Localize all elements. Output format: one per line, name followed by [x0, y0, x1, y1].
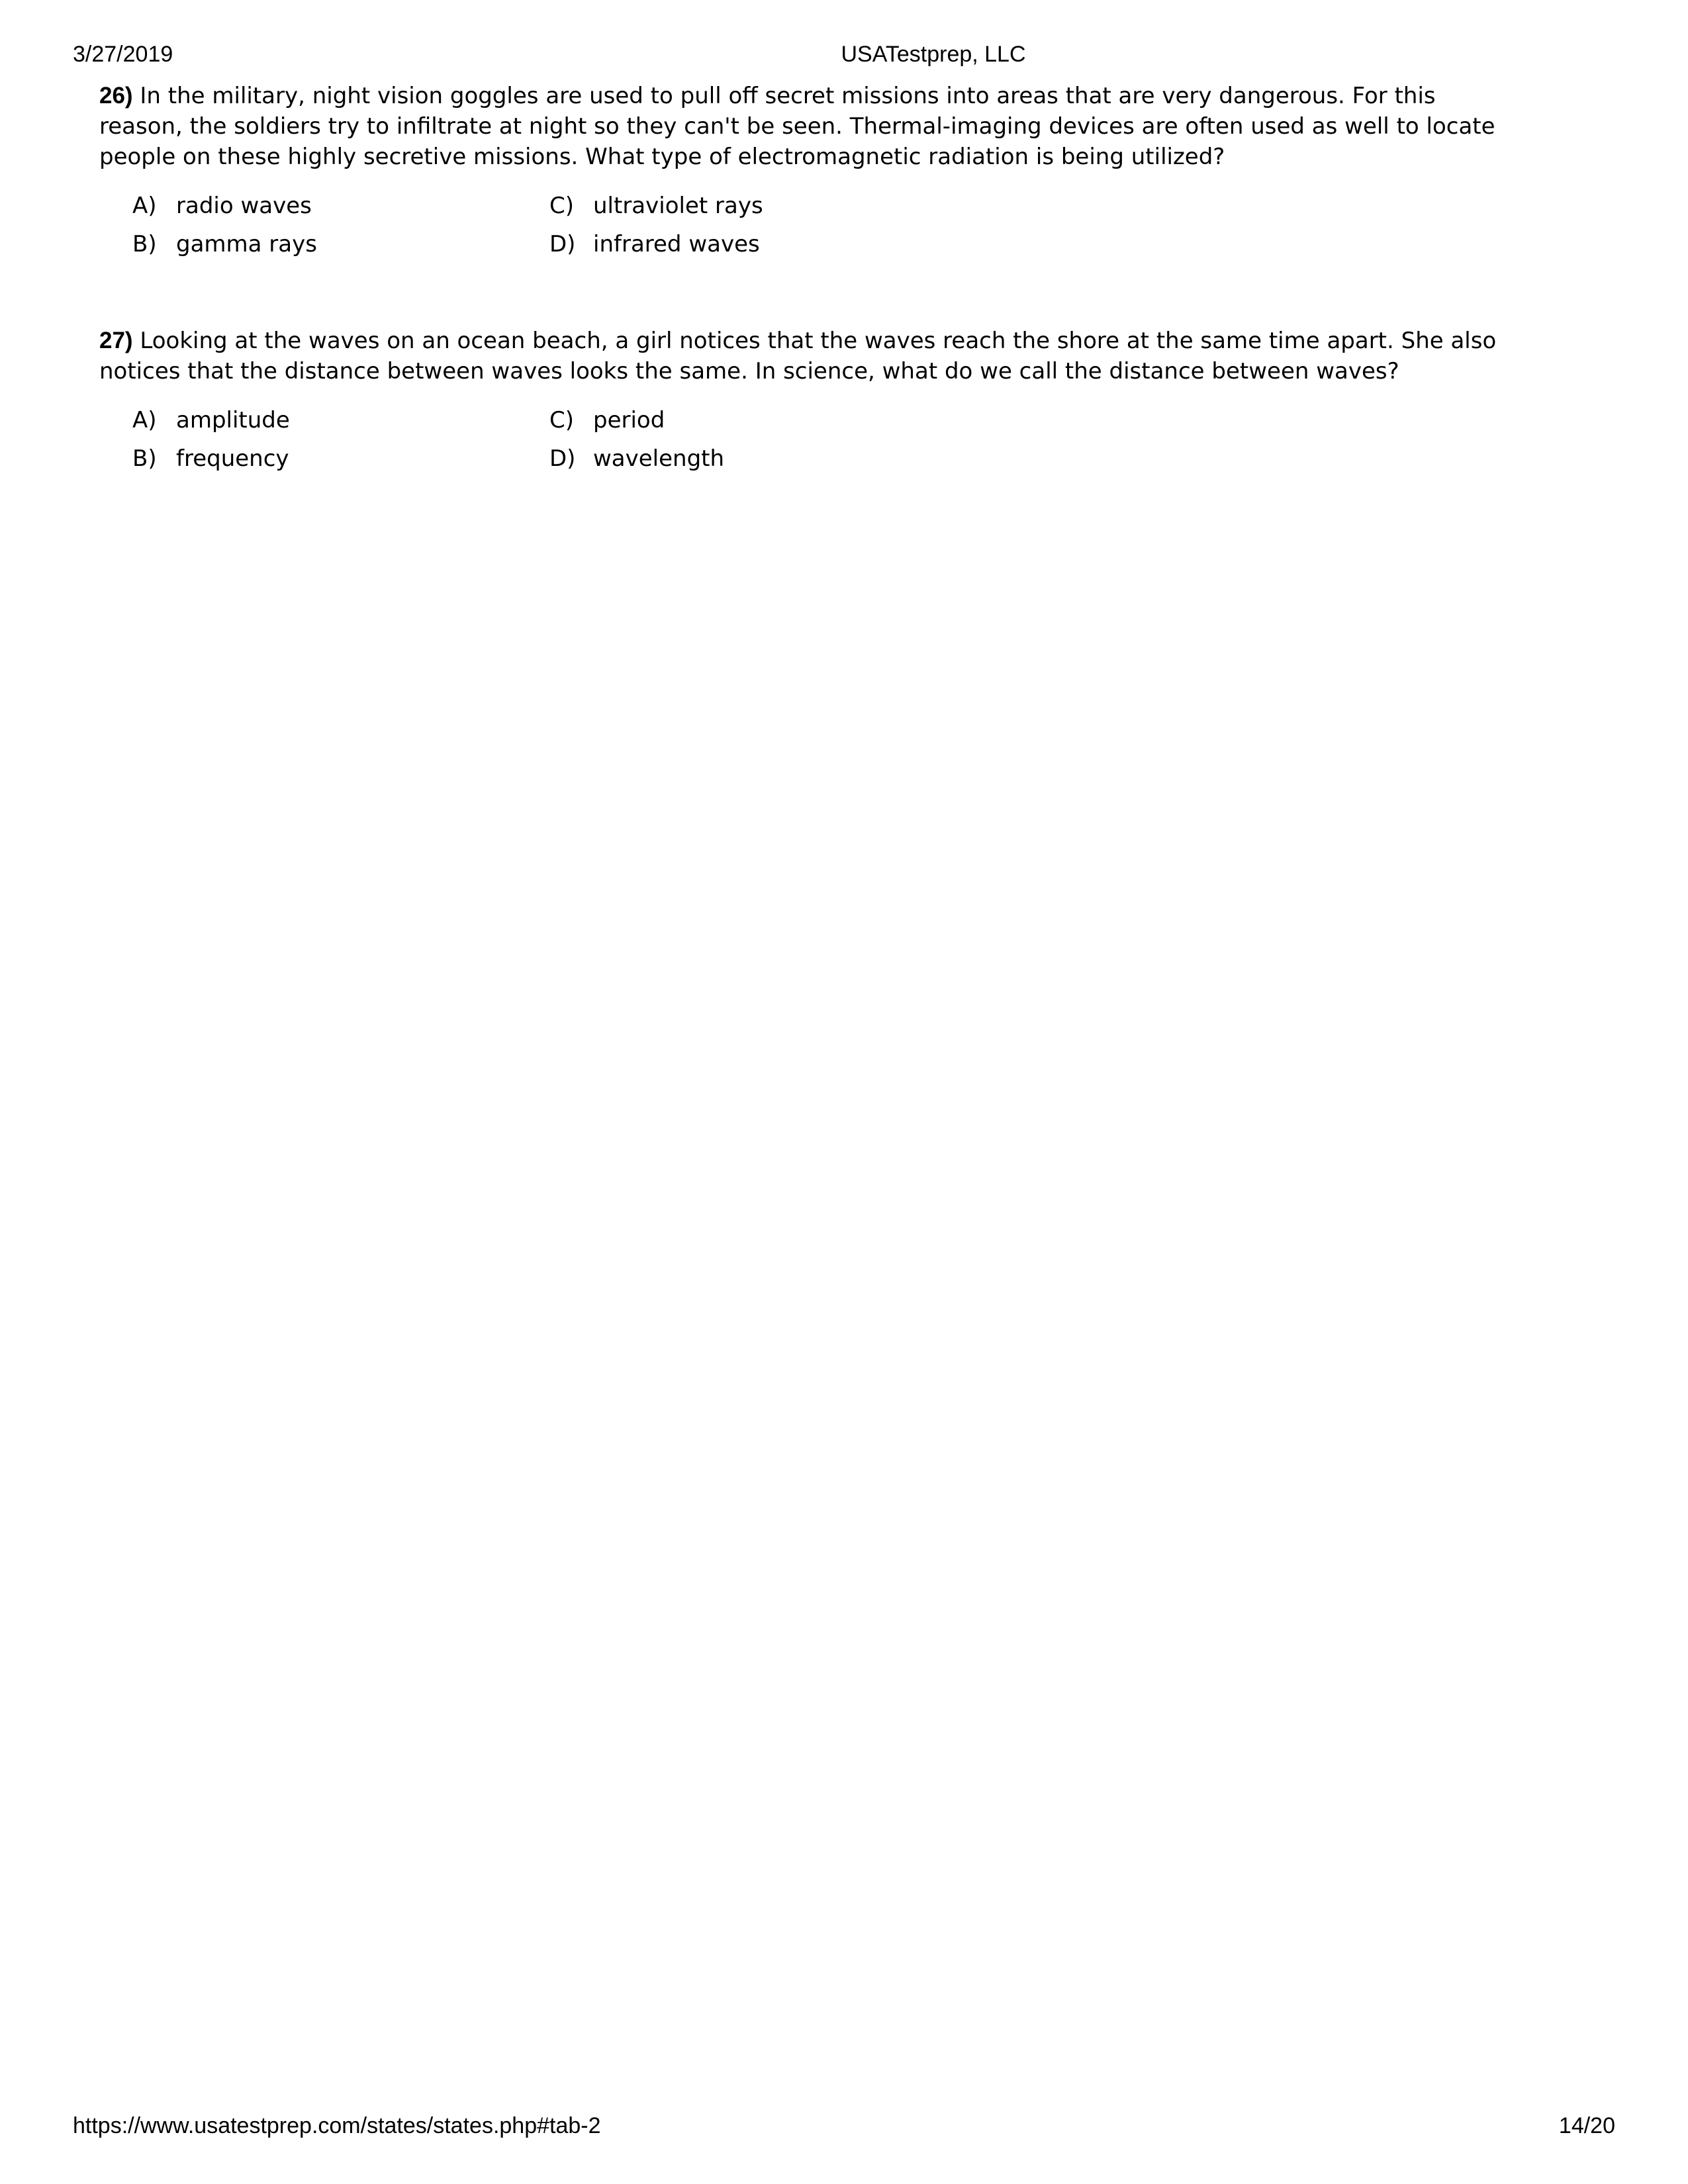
question-number: 26) [99, 83, 133, 109]
choice-c[interactable] [549, 405, 665, 435]
question-27 [99, 326, 1503, 484]
choice-a[interactable] [132, 191, 312, 221]
question-body: In the military, night vision goggles are used to pull off secret missions into areas that are very dangerous. For this reason, the soldiers try to infiltrate at night so they can't be seen. Thermal-imaging devices are often used as well to locate people on these highly secretive missions. What type of electromagnetic radiation is being utilized? [99, 83, 1495, 170]
choice-text: period [593, 407, 665, 433]
question-text [99, 81, 1503, 172]
choice-letter: D) [549, 445, 576, 472]
choice-text: infrared waves [593, 231, 760, 257]
answer-choices [99, 405, 1503, 484]
choice-text: wavelength [593, 445, 725, 472]
footer-url: https://www.usatestprep.com/states/states.php#tab-2 [73, 2113, 601, 2138]
header-date: 3/27/2019 [73, 42, 173, 67]
choice-d[interactable] [549, 229, 760, 259]
choice-letter: B) [132, 445, 157, 472]
answer-choices [99, 191, 1503, 270]
choice-b[interactable] [132, 229, 317, 259]
question-26 [99, 81, 1503, 270]
choice-letter: D) [549, 231, 576, 257]
choice-b[interactable] [132, 443, 289, 474]
choice-letter: A) [132, 407, 157, 433]
footer-page-number: 14/20 [1558, 2113, 1615, 2138]
question-number: 27) [99, 328, 133, 353]
choice-letter: C) [549, 407, 575, 433]
question-text [99, 326, 1503, 387]
choice-a[interactable] [132, 405, 290, 435]
header-site-title: USATestprep, LLC [841, 42, 1026, 67]
choice-text: amplitude [176, 407, 290, 433]
choice-letter: A) [132, 193, 157, 219]
question-body: Looking at the waves on an ocean beach, a girl notices that the waves reach the shore at the same time apart. She also notices that the distance between waves looks the same. In science, what do we call the distance between waves? [99, 328, 1497, 385]
choice-d[interactable] [549, 443, 724, 474]
choice-text: gamma rays [176, 231, 317, 257]
choice-letter: B) [132, 231, 157, 257]
choice-text: frequency [176, 445, 289, 472]
choice-text: radio waves [176, 193, 312, 219]
choice-c[interactable] [549, 191, 763, 221]
choice-letter: C) [549, 193, 575, 219]
choice-text: ultraviolet rays [593, 193, 763, 219]
